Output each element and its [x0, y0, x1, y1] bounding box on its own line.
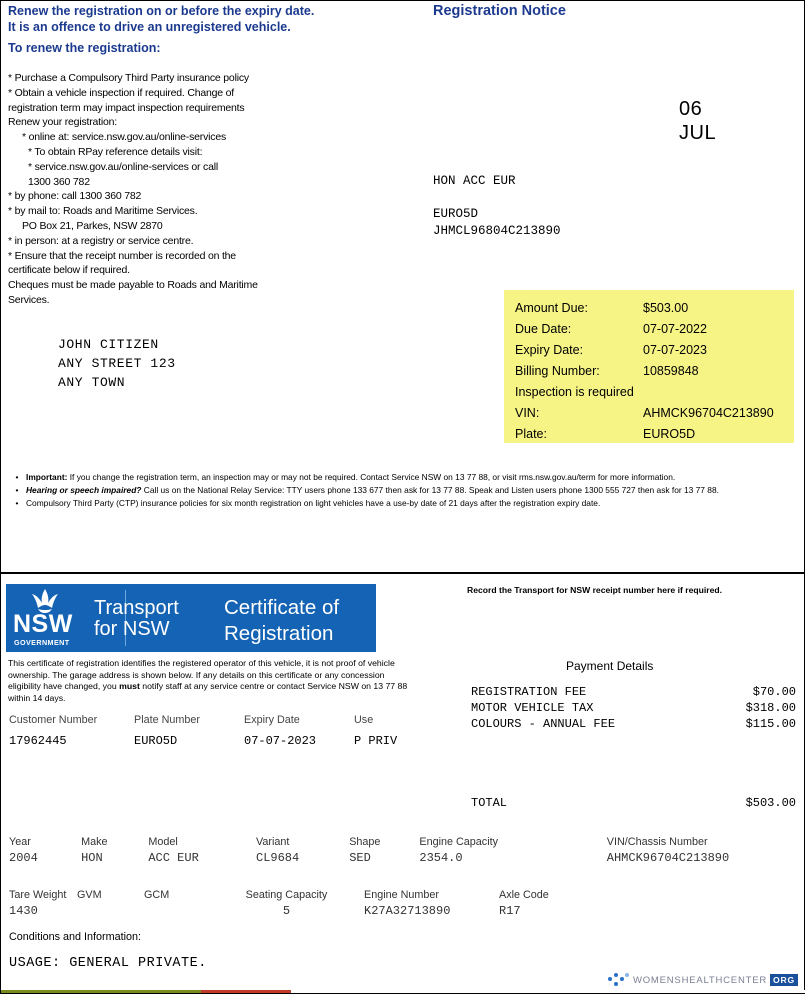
strip-segment — [201, 990, 291, 993]
footnote-item — [8, 497, 788, 510]
instruction-line: * Ensure that the receipt number is recorded on the — [8, 249, 236, 262]
value-model: ACC EUR — [148, 851, 199, 865]
header-vin-chassis-number: VIN/Chassis Number — [606, 836, 708, 848]
header-tare-weight: Tare Weight — [9, 889, 67, 901]
expiry-date-value: 07-07-2023 — [643, 343, 707, 357]
value-plate-number: EURO5D — [134, 734, 178, 748]
vehicle-details-values-row-2 — [9, 904, 799, 918]
payment-total-label: TOTAL — [471, 796, 508, 810]
strip-segment — [291, 990, 805, 993]
value-customer-number: 17962445 — [9, 734, 67, 748]
amount-due-row — [515, 298, 784, 319]
payment-amount: $115.00 — [745, 717, 796, 731]
address-line: ANY STREET 123 — [58, 356, 176, 371]
value-engine-capacity: 2354.0 — [419, 851, 463, 865]
plate-label: Plate: — [515, 427, 547, 441]
address-line: JOHN CITIZEN — [58, 337, 159, 352]
amount-due-value: $503.00 — [643, 301, 689, 315]
header-use: Use — [354, 714, 374, 726]
footnote-item — [8, 471, 788, 484]
bullet-icon: • — [15, 472, 19, 482]
header-engine-capacity: Engine Capacity — [419, 836, 499, 848]
inspection-note: Inspection is required — [515, 385, 634, 399]
notice-heading-line-2: It is an offence to drive an unregistered vehicle. — [8, 20, 291, 34]
header-engine-number: Engine Number — [364, 889, 440, 901]
watermark-text: WOMENSHEALTHCENTER — [632, 974, 768, 986]
vehicle-plate: EURO5D — [433, 207, 479, 221]
bottom-color-strip — [1, 990, 805, 993]
value-engine-number: K27A32713890 — [364, 904, 451, 918]
header-plate-number: Plate Number — [134, 714, 201, 726]
notice-date-month: JUL — [679, 122, 717, 144]
footnote-text — [26, 471, 788, 484]
header-year: Year — [9, 836, 31, 848]
bullet-icon: • — [15, 498, 19, 508]
value-gcm — [144, 904, 209, 918]
value-year: 2004 — [9, 851, 38, 865]
payment-line-item — [471, 700, 796, 716]
footnote-text — [26, 484, 788, 497]
footnote-item — [8, 484, 788, 497]
header-gvm: GVM — [77, 889, 102, 901]
header-shape: Shape — [349, 836, 381, 848]
payment-line-item — [471, 684, 796, 700]
footnote-prefix: Hearing or speech impaired? — [26, 485, 142, 495]
vin-label: VIN: — [515, 406, 540, 420]
recipient-address — [58, 335, 176, 392]
vin-value: AHMCK96704C213890 — [643, 406, 774, 420]
instruction-line: * in person: at a registry or service centre. — [8, 234, 194, 247]
notice-heading-line-1: Renew the registration on or before the expiry date. — [8, 4, 315, 18]
instruction-line: * online at: service.nsw.gov.au/online-services — [22, 131, 227, 144]
header-variant: Variant — [256, 836, 290, 848]
instruction-line: Renew your registration: — [8, 116, 118, 129]
certificate-title-line-1: Certificate of — [224, 596, 340, 619]
payment-details-title: Payment Details — [566, 659, 654, 673]
strip-segment — [1, 990, 201, 993]
conditions-value: USAGE: GENERAL PRIVATE. — [9, 956, 207, 971]
expiry-date-label: Expiry Date: — [515, 343, 584, 357]
due-date-row — [515, 319, 784, 340]
transport-line-1: Transport — [94, 597, 179, 619]
nsw-logo-text: NSW — [13, 610, 73, 638]
address-line: ANY TOWN — [58, 375, 126, 390]
instruction-line: * by phone: call 1300 360 782 — [8, 190, 142, 203]
instruction-line: * by mail to: Roads and Maritime Services. — [8, 205, 198, 218]
amount-due-label: Amount Due: — [515, 301, 588, 315]
payment-details-list — [471, 684, 796, 732]
conditions-label: Conditions and Information: — [9, 931, 142, 943]
bullet-icon: • — [15, 485, 19, 495]
value-use: P PRIV — [354, 734, 398, 748]
header-customer-number: Customer Number — [9, 714, 98, 726]
expiry-date-row — [515, 340, 784, 361]
value-vin-chassis-number: AHMCK96704C213890 — [606, 851, 730, 865]
vehicle-chassis: JHMCL96804C213890 — [433, 224, 561, 238]
watermark-dots-icon — [608, 972, 630, 988]
vehicle-details-table — [9, 836, 799, 918]
value-variant: CL9684 — [256, 851, 300, 865]
header-axle-code: Axle Code — [499, 889, 549, 901]
vehicle-details-headers-row-1 — [9, 836, 799, 848]
instruction-line: 1300 360 782 — [28, 175, 90, 188]
receipt-number-note: Record the Transport for NSW receipt number here if required. — [467, 585, 722, 595]
transport-line-2: for NSW — [94, 618, 170, 640]
renew-instructions-list — [8, 71, 338, 308]
vehicle-details-headers-row-2 — [9, 889, 799, 901]
instruction-line: PO Box 21, Parkes, NSW 2870 — [22, 219, 163, 232]
registration-notice-title: Registration Notice — [433, 3, 566, 19]
amount-due-box — [504, 290, 794, 443]
header-make: Make — [81, 836, 108, 848]
footnote-body: Call us on the National Relay Service: TTY users phone 133 677 then ask for 13 77 88. Speak and Listen users phone 1300 555 727 then ask for 13 77 88. — [141, 485, 719, 495]
notice-date-day: 06 — [679, 98, 703, 120]
payment-amount: $318.00 — [745, 701, 796, 715]
billing-number-label: Billing Number: — [515, 364, 600, 378]
nsw-logo-subtext: GOVERNMENT — [14, 638, 70, 647]
certificate-banner — [6, 584, 376, 652]
instruction-line: Cheques must be made payable to Roads and Maritime — [8, 279, 258, 292]
payment-label: COLOURS - ANNUAL FEE — [471, 717, 616, 731]
notice-date — [679, 97, 716, 145]
instruction-line: * Purchase a Compulsory Third Party insurance policy — [8, 72, 249, 84]
certificate-section — [1, 574, 804, 993]
payment-amount: $70.00 — [752, 685, 796, 699]
registration-notice-section — [1, 1, 804, 574]
plate-row — [515, 424, 784, 445]
due-date-value: 07-07-2022 — [643, 322, 707, 336]
transport-for-nsw-wordmark — [94, 598, 179, 640]
payment-label: MOTOR VEHICLE TAX — [471, 701, 594, 715]
watermark-badge: ORG — [770, 974, 798, 986]
watermark — [608, 972, 798, 988]
customer-table-headers — [9, 714, 439, 726]
instruction-line: Services. — [8, 293, 50, 306]
payment-total-amount: $503.00 — [745, 796, 796, 810]
vehicle-details-values-row-1 — [9, 851, 799, 865]
notice-vehicle-summary — [433, 173, 561, 240]
certificate-disclaimer: This certificate of registration identifies the registered operator of this vehicle, it is not proof of vehicle ownership. The garage address is shown below. If any details on this certificate or any concession eligibility have changed, you must notify staff at any service centre or contact Service NSW on 13 77 88 within 14 days. — [8, 658, 408, 703]
billing-number-row — [515, 361, 784, 382]
renew-instructions-title: To renew the registration: — [8, 41, 161, 55]
value-axle-code: R17 — [499, 904, 521, 918]
instruction-line: registration term may impact inspection requirements — [8, 101, 245, 114]
value-shape: SED — [349, 851, 371, 865]
header-model: Model — [148, 836, 178, 848]
value-gvm — [77, 904, 144, 918]
instruction-line: * service.nsw.gov.au/online-services or call — [28, 160, 219, 173]
notice-footnotes — [8, 471, 788, 510]
header-expiry-date: Expiry Date — [244, 714, 300, 726]
payment-label: REGISTRATION FEE — [471, 685, 587, 699]
due-date-label: Due Date: — [515, 322, 572, 336]
footnote-prefix: Important: — [26, 472, 68, 482]
certificate-title — [224, 595, 339, 647]
payment-line-item — [471, 716, 796, 732]
value-seating-capacity: 5 — [282, 904, 291, 918]
billing-number-value: 10859848 — [643, 364, 699, 378]
value-tare-weight: 1430 — [9, 904, 38, 918]
footnote-text: Compulsory Third Party (CTP) insurance policies for six month registration on light vehicles have a use-by date of 21 days after the registration expiry date. — [26, 498, 601, 508]
value-make: HON — [81, 851, 103, 865]
instruction-line: certificate below if required. — [8, 264, 130, 277]
instruction-line: * Obtain a vehicle inspection if required. Change of — [8, 86, 234, 99]
notice-heading — [8, 3, 408, 35]
instruction-line: * To obtain RPay reference details visit: — [28, 145, 203, 158]
header-seating-capacity: Seating Capacity — [245, 889, 328, 901]
payment-total-row — [471, 796, 796, 810]
plate-value: EURO5D — [643, 427, 696, 441]
vin-row — [515, 403, 784, 424]
vehicle-make-model: HON ACC EUR — [433, 174, 516, 188]
customer-table-values — [9, 734, 439, 748]
footnote-body: If you change the registration term, an inspection may or may not be required. Contact Service NSW on 13 77 88, or visit rms.nsw.gov.au/term for more information. — [67, 472, 676, 482]
value-expiry-date: 07-07-2023 — [244, 734, 317, 748]
certificate-title-line-2: Registration — [224, 622, 334, 645]
header-gcm: GCM — [144, 889, 170, 901]
